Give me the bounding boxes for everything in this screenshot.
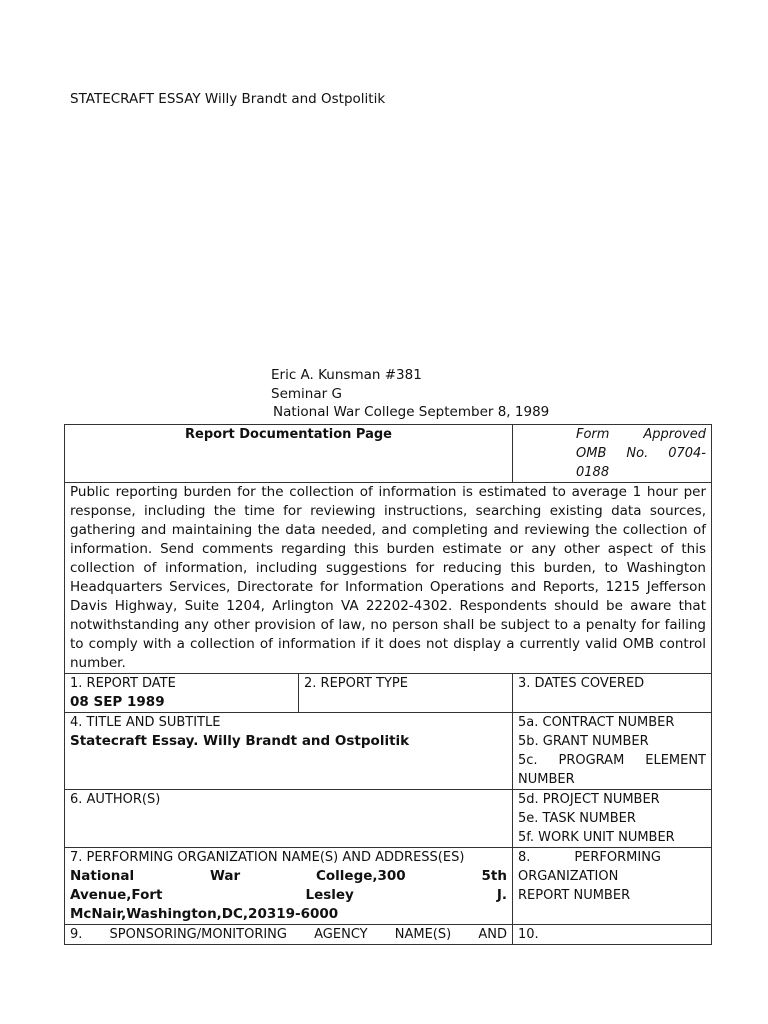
- title-subtitle-cell: [65, 713, 513, 790]
- item10-label: 10.: [513, 925, 712, 945]
- project-cell: [513, 790, 712, 848]
- performing-org-line-2: Avenue,Fort Lesley J.: [70, 887, 507, 903]
- work-unit-label: 5f. WORK UNIT NUMBER: [518, 830, 675, 845]
- report-date-value: 08 SEP 1989: [70, 694, 165, 710]
- report-row: [65, 674, 712, 713]
- report-type-label: 2. REPORT TYPE: [299, 674, 513, 713]
- task-number-label: 5e. TASK NUMBER: [518, 811, 636, 826]
- performing-org-label: 7. PERFORMING ORGANIZATION NAME(S) AND ADDRESS(ES): [70, 850, 465, 865]
- grant-number-label: 5b. GRANT NUMBER: [518, 734, 649, 749]
- essay-title: STATECRAFT ESSAY Willy Brandt and Ostpolitik: [70, 91, 386, 107]
- title-row: [65, 713, 712, 790]
- sponsoring-label: 9. SPONSORING/MONITORING AGENCY NAME(S) AND: [65, 925, 513, 945]
- performing-org-cell: [65, 848, 513, 925]
- performing-row: [65, 848, 712, 925]
- program-element-number: NUMBER: [518, 772, 575, 787]
- title-subtitle-label: 4. TITLE AND SUBTITLE: [70, 715, 221, 730]
- author-row: [65, 790, 712, 848]
- form-approval-line-2: OMB No. 0704-: [576, 446, 706, 461]
- title-subtitle-value: Statecraft Essay. Willy Brandt and Ostpolitik: [70, 733, 410, 749]
- burden-row: [65, 483, 712, 674]
- performing-org-line-3: McNair,Washington,DC,20319-6000: [70, 906, 339, 922]
- dates-covered-label: 3. DATES COVERED: [513, 674, 712, 713]
- college-date: National War College September 8, 1989: [273, 404, 550, 420]
- sponsoring-row: [65, 925, 712, 945]
- numbers-cell: [513, 713, 712, 790]
- contract-number-label: 5a. CONTRACT NUMBER: [518, 715, 675, 730]
- author-name: Eric A. Kunsman #381: [271, 367, 422, 383]
- form-approval-line-1: Form Approved: [576, 427, 706, 442]
- report-documentation-form: [64, 424, 712, 945]
- performing-org-line-1: National War College,300 5th: [70, 868, 507, 884]
- authors-label: 6. AUTHOR(S): [65, 790, 513, 848]
- program-element-label: 5c. PROGRAM ELEMENT: [518, 753, 706, 768]
- report-date-label: 1. REPORT DATE: [70, 676, 176, 691]
- report-date-cell: [65, 674, 299, 713]
- performing-report-line-1: 8. PERFORMING: [518, 850, 661, 865]
- form-title: Report Documentation Page: [65, 425, 513, 483]
- project-number-label: 5d. PROJECT NUMBER: [518, 792, 660, 807]
- form-header-row: [65, 425, 712, 483]
- burden-statement: Public reporting burden for the collection of information is estimated to average 1 hour per response, including the time for reviewing instructions, searching existing data sources, gathering and maintaining the data needed, and completing and reviewing the collection of information. Send comments regarding this burden estimate or any other aspect of this collection of information, including suggestions for reducing this burden, to Washington Headquarters Services, Directorate for Information Operations and Reports, 1215 Jefferson Davis Highway, Suite 1204, Arlington VA 22202-4302. Respondents should be aware that notwithstanding any other provision of law, no person shall be subject to a penalty for failing to comply with a collection of information if it does not display a currently valid OMB control number.: [65, 483, 712, 674]
- performing-report-line-3: REPORT NUMBER: [518, 888, 631, 903]
- seminar: Seminar G: [271, 386, 342, 402]
- form-approval: [513, 425, 712, 483]
- performing-report-line-2: ORGANIZATION: [518, 869, 619, 884]
- form-approval-line-3: 0188: [576, 465, 610, 480]
- performing-report-cell: [513, 848, 712, 925]
